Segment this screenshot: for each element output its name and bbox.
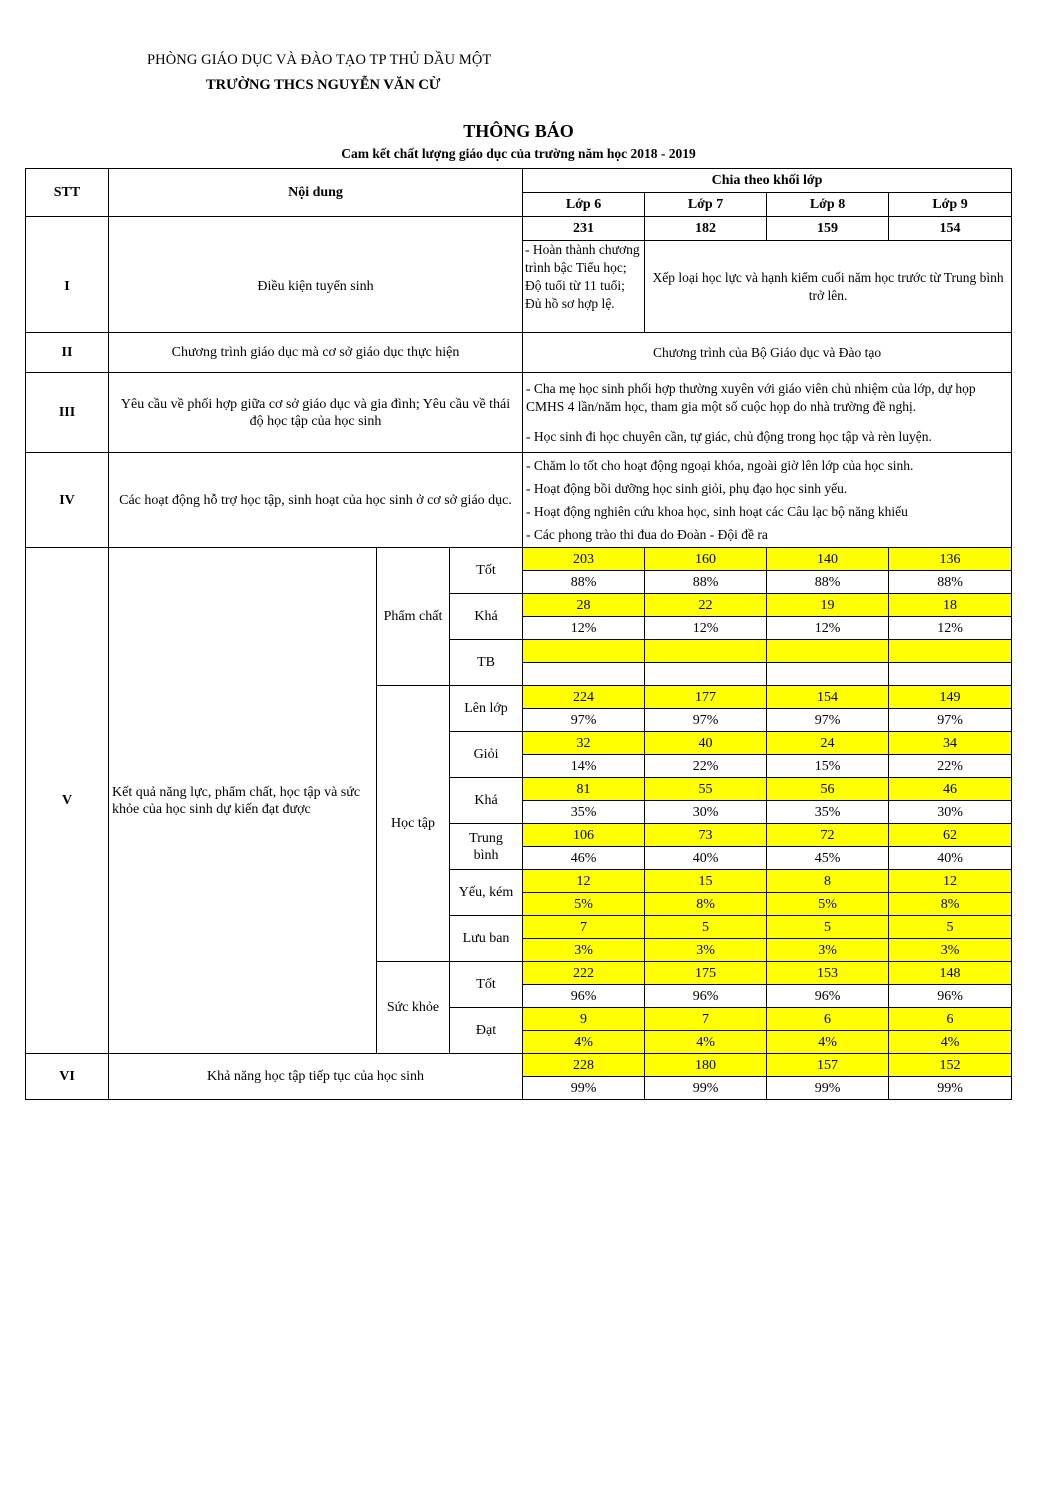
pham-chat-tot-g7-pct: 88% bbox=[645, 571, 767, 594]
suc-khoe-dat-g9-pct: 4% bbox=[889, 1031, 1012, 1054]
suc-khoe-tot-g9-count: 148 bbox=[889, 962, 1012, 985]
hoc-tap-label: Học tập bbox=[377, 686, 450, 962]
list-item: - Chăm lo tốt cho hoạt động ngoại khóa, ngoài giờ lên lớp của học sinh. bbox=[526, 458, 914, 473]
grade-6-header: Lớp 6 bbox=[523, 193, 645, 217]
hoc-tap-luu-ban-label: Lưu ban bbox=[450, 916, 523, 962]
section-i-other-conditions: Xếp loại học lực và hạnh kiểm cuối năm học trước từ Trung bình trở lên. bbox=[645, 241, 1012, 333]
suc-khoe-dat-g6-count: 9 bbox=[523, 1008, 645, 1031]
len-lop-g7-pct: 97% bbox=[645, 709, 767, 732]
len-lop-g6-pct: 97% bbox=[523, 709, 645, 732]
section-vi-g7-pct: 99% bbox=[645, 1077, 767, 1100]
list-item: - Hoạt động bồi dưỡng học sinh giỏi, phụ đạo học sinh yếu. bbox=[526, 481, 848, 496]
yeu-kem-g6-count: 12 bbox=[523, 870, 645, 893]
suc-khoe-tot-g7-pct: 96% bbox=[645, 985, 767, 1008]
suc-khoe-dat-g7-count: 7 bbox=[645, 1008, 767, 1031]
trung-binh-g9-count: 62 bbox=[889, 824, 1012, 847]
yeu-kem-g7-pct: 8% bbox=[645, 893, 767, 916]
pham-chat-tot-g7-count: 160 bbox=[645, 548, 767, 571]
stt-header: STT bbox=[26, 169, 109, 217]
grade-9-header: Lớp 9 bbox=[889, 193, 1012, 217]
kha-g7-pct: 30% bbox=[645, 801, 767, 824]
school-name: TRƯỜNG THCS NGUYỄN VĂN CỪ bbox=[206, 77, 441, 93]
trung-binh-g7-pct: 40% bbox=[645, 847, 767, 870]
yeu-kem-g8-pct: 5% bbox=[767, 893, 889, 916]
kha-g8-count: 56 bbox=[767, 778, 889, 801]
pham-chat-tot-g8-count: 140 bbox=[767, 548, 889, 571]
pham-chat-tb-g6-count bbox=[523, 640, 645, 663]
gioi-g9-pct: 22% bbox=[889, 755, 1012, 778]
luu-ban-g8-pct: 3% bbox=[767, 939, 889, 962]
trung-binh-g8-count: 72 bbox=[767, 824, 889, 847]
kha-g9-pct: 30% bbox=[889, 801, 1012, 824]
suc-khoe-dat-g8-pct: 4% bbox=[767, 1031, 889, 1054]
pham-chat-kha-g9-pct: 12% bbox=[889, 617, 1012, 640]
pham-chat-kha-g6-count: 28 bbox=[523, 594, 645, 617]
section-ii-content: Chương trình giáo dục mà cơ sở giáo dục thực hiện bbox=[109, 333, 523, 373]
suc-khoe-tot-g8-count: 153 bbox=[767, 962, 889, 985]
section-iii-list bbox=[523, 373, 1012, 453]
content-blank bbox=[109, 217, 523, 241]
section-iii-content: Yêu cầu về phối hợp giữa cơ sở giáo dục và gia đình; Yêu cầu về thái độ học tập của học sinh bbox=[109, 373, 523, 453]
suc-khoe-tot-g6-count: 222 bbox=[523, 962, 645, 985]
yeu-kem-g6-pct: 5% bbox=[523, 893, 645, 916]
section-vi-g7-count: 180 bbox=[645, 1054, 767, 1077]
grade-7-header: Lớp 7 bbox=[645, 193, 767, 217]
gioi-g6-count: 32 bbox=[523, 732, 645, 755]
yeu-kem-g7-count: 15 bbox=[645, 870, 767, 893]
section-ii-stt: II bbox=[26, 333, 109, 373]
hoc-tap-trung-binh-label: Trung bình bbox=[450, 824, 523, 870]
suc-khoe-tot-g6-pct: 96% bbox=[523, 985, 645, 1008]
suc-khoe-tot-g8-pct: 96% bbox=[767, 985, 889, 1008]
section-vi-g9-pct: 99% bbox=[889, 1077, 1012, 1100]
suc-khoe-dat-label: Đạt bbox=[450, 1008, 523, 1054]
pham-chat-tb-g9-count bbox=[889, 640, 1012, 663]
grade-8-header: Lớp 8 bbox=[767, 193, 889, 217]
pham-chat-kha-g8-count: 19 bbox=[767, 594, 889, 617]
pham-chat-kha-g7-pct: 12% bbox=[645, 617, 767, 640]
suc-khoe-label: Sức khỏe bbox=[377, 962, 450, 1054]
section-ii-value: Chương trình của Bộ Giáo dục và Đào tạo bbox=[523, 333, 1012, 373]
pham-chat-tb-label: TB bbox=[450, 640, 523, 686]
gioi-g8-pct: 15% bbox=[767, 755, 889, 778]
page-title: THÔNG BÁO bbox=[463, 121, 574, 141]
hoc-tap-kha-label: Khá bbox=[450, 778, 523, 824]
gioi-g8-count: 24 bbox=[767, 732, 889, 755]
suc-khoe-dat-g7-pct: 4% bbox=[645, 1031, 767, 1054]
department-name: PHÒNG GIÁO DỤC VÀ ĐÀO TẠO TP THỦ DẦU MỘT bbox=[147, 52, 492, 68]
section-v-stt: V bbox=[26, 548, 109, 1054]
trung-binh-g9-pct: 40% bbox=[889, 847, 1012, 870]
luu-ban-g9-count: 5 bbox=[889, 916, 1012, 939]
stt-blank bbox=[26, 217, 109, 241]
trung-binh-g7-count: 73 bbox=[645, 824, 767, 847]
gioi-g7-count: 40 bbox=[645, 732, 767, 755]
pham-chat-tb-g9-pct bbox=[889, 663, 1012, 686]
grade-8-total: 159 bbox=[767, 217, 889, 241]
trung-binh-g6-count: 106 bbox=[523, 824, 645, 847]
kha-g6-pct: 35% bbox=[523, 801, 645, 824]
kha-g6-count: 81 bbox=[523, 778, 645, 801]
page-subtitle: Cam kết chất lượng giáo dục của trường năm học 2018 - 2019 bbox=[341, 146, 696, 161]
yeu-kem-g9-count: 12 bbox=[889, 870, 1012, 893]
section-v-content: Kết quả năng lực, phẩm chất, học tập và sức khỏe của học sinh dự kiến đạt được bbox=[109, 548, 377, 1054]
pham-chat-kha-g6-pct: 12% bbox=[523, 617, 645, 640]
len-lop-g8-count: 154 bbox=[767, 686, 889, 709]
pham-chat-kha-g9-count: 18 bbox=[889, 594, 1012, 617]
grade-7-total: 182 bbox=[645, 217, 767, 241]
section-i-content: Điều kiện tuyển sinh bbox=[109, 241, 523, 333]
hoc-tap-gioi-label: Giỏi bbox=[450, 732, 523, 778]
suc-khoe-dat-g9-count: 6 bbox=[889, 1008, 1012, 1031]
luu-ban-g6-count: 7 bbox=[523, 916, 645, 939]
pham-chat-kha-g7-count: 22 bbox=[645, 594, 767, 617]
pham-chat-tot-g6-pct: 88% bbox=[523, 571, 645, 594]
content-header: Nội dung bbox=[109, 169, 523, 217]
gioi-g9-count: 34 bbox=[889, 732, 1012, 755]
yeu-kem-g8-count: 8 bbox=[767, 870, 889, 893]
section-vi-g6-count: 228 bbox=[523, 1054, 645, 1077]
len-lop-g6-count: 224 bbox=[523, 686, 645, 709]
pham-chat-tot-g9-pct: 88% bbox=[889, 571, 1012, 594]
kha-g7-count: 55 bbox=[645, 778, 767, 801]
len-lop-g9-pct: 97% bbox=[889, 709, 1012, 732]
hoc-tap-len-lop-label: Lên lớp bbox=[450, 686, 523, 732]
suc-khoe-tot-g7-count: 175 bbox=[645, 962, 767, 985]
list-item: - Hoạt động nghiên cứu khoa học, sinh hoạt các Câu lạc bộ năng khiếu bbox=[526, 504, 908, 519]
section-iii-stt: III bbox=[26, 373, 109, 453]
len-lop-g7-count: 177 bbox=[645, 686, 767, 709]
trung-binh-g6-pct: 46% bbox=[523, 847, 645, 870]
section-iv-list bbox=[523, 453, 1012, 548]
section-vi-g6-pct: 99% bbox=[523, 1077, 645, 1100]
pham-chat-tb-g8-pct bbox=[767, 663, 889, 686]
suc-khoe-dat-g8-count: 6 bbox=[767, 1008, 889, 1031]
list-item: - Học sinh đi học chuyên cần, tự giác, chủ động trong học tập và rèn luyện. bbox=[526, 428, 932, 444]
luu-ban-g6-pct: 3% bbox=[523, 939, 645, 962]
pham-chat-tot-g8-pct: 88% bbox=[767, 571, 889, 594]
gioi-g6-pct: 14% bbox=[523, 755, 645, 778]
pham-chat-tb-g7-count bbox=[645, 640, 767, 663]
gioi-g7-pct: 22% bbox=[645, 755, 767, 778]
list-item: - Các phong trào thi đua do Đoàn - Đội đề ra bbox=[526, 527, 768, 542]
pham-chat-tb-g8-count bbox=[767, 640, 889, 663]
quality-commitment-table bbox=[25, 168, 1012, 1100]
grade-9-total: 154 bbox=[889, 217, 1012, 241]
trung-binh-g8-pct: 45% bbox=[767, 847, 889, 870]
section-i-stt: I bbox=[26, 241, 109, 333]
yeu-kem-g9-pct: 8% bbox=[889, 893, 1012, 916]
section-iv-content: Các hoạt động hỗ trợ học tập, sinh hoạt của học sinh ở cơ sở giáo dục. bbox=[109, 453, 523, 548]
section-vi-stt: VI bbox=[26, 1054, 109, 1100]
suc-khoe-dat-g6-pct: 4% bbox=[523, 1031, 645, 1054]
section-iv-stt: IV bbox=[26, 453, 109, 548]
grade-6-total: 231 bbox=[523, 217, 645, 241]
suc-khoe-tot-label: Tốt bbox=[450, 962, 523, 1008]
pham-chat-kha-g8-pct: 12% bbox=[767, 617, 889, 640]
section-vi-g8-count: 157 bbox=[767, 1054, 889, 1077]
pham-chat-tb-g6-pct bbox=[523, 663, 645, 686]
luu-ban-g8-count: 5 bbox=[767, 916, 889, 939]
section-vi-content: Khả năng học tập tiếp tục của học sinh bbox=[109, 1054, 523, 1100]
suc-khoe-tot-g9-pct: 96% bbox=[889, 985, 1012, 1008]
len-lop-g9-count: 149 bbox=[889, 686, 1012, 709]
list-item: - Cha mẹ học sinh phối hợp thường xuyên với giáo viên chủ nhiệm của lớp, dự họp CMHS 4 lần/năm học, tham gia một số cuộc họp do nhà trường đề nghị. bbox=[526, 380, 976, 414]
luu-ban-g7-count: 5 bbox=[645, 916, 767, 939]
pham-chat-tot-label: Tốt bbox=[450, 548, 523, 594]
section-vi-g8-pct: 99% bbox=[767, 1077, 889, 1100]
hoc-tap-yeu-kem-label: Yếu, kém bbox=[450, 870, 523, 916]
kha-g9-count: 46 bbox=[889, 778, 1012, 801]
pham-chat-kha-label: Khá bbox=[450, 594, 523, 640]
grade-group-header: Chia theo khối lớp bbox=[523, 169, 1012, 193]
luu-ban-g7-pct: 3% bbox=[645, 939, 767, 962]
kha-g8-pct: 35% bbox=[767, 801, 889, 824]
section-vi-g9-count: 152 bbox=[889, 1054, 1012, 1077]
luu-ban-g9-pct: 3% bbox=[889, 939, 1012, 962]
section-i-grade6-condition: - Hoàn thành chương trình bậc Tiểu học; Độ tuổi từ 11 tuổi; Đủ hồ sơ hợp lệ. bbox=[523, 241, 645, 333]
pham-chat-tot-g9-count: 136 bbox=[889, 548, 1012, 571]
len-lop-g8-pct: 97% bbox=[767, 709, 889, 732]
pham-chat-label: Phẩm chất bbox=[377, 548, 450, 686]
pham-chat-tb-g7-pct bbox=[645, 663, 767, 686]
pham-chat-tot-g6-count: 203 bbox=[523, 548, 645, 571]
